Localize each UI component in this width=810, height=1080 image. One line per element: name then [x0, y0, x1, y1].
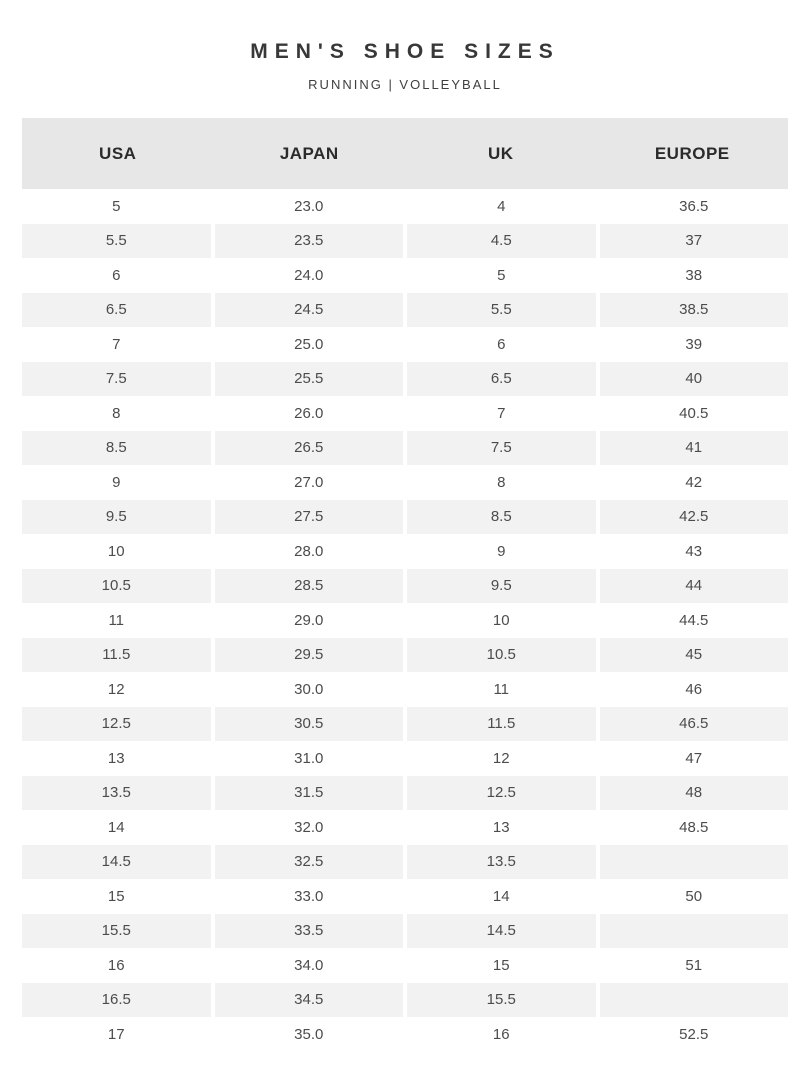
size-cell: 35.0 [215, 1017, 404, 1052]
size-cell: 24.5 [215, 293, 404, 328]
table-row [22, 431, 788, 466]
table-header [22, 118, 788, 189]
size-cell: 34.5 [215, 983, 404, 1018]
table-row [22, 500, 788, 535]
size-cell: 14 [22, 810, 211, 845]
table-row [22, 741, 788, 776]
table-row [22, 465, 788, 500]
size-cell: 6 [407, 327, 596, 362]
size-cell: 44.5 [600, 603, 789, 638]
size-cell: 13 [22, 741, 211, 776]
page-title: MEN'S SHOE SIZES [250, 40, 560, 63]
size-cell: 28.0 [215, 534, 404, 569]
size-cell: 17 [22, 1017, 211, 1052]
size-cell: 26.5 [215, 431, 404, 466]
size-cell: 38 [600, 258, 789, 293]
size-cell: 25.5 [215, 362, 404, 397]
table-row [22, 810, 788, 845]
size-cell: 26.0 [215, 396, 404, 431]
table-row [22, 776, 788, 811]
size-cell: 8 [407, 465, 596, 500]
size-cell [600, 914, 789, 949]
table-row [22, 983, 788, 1018]
size-cell: 50 [600, 879, 789, 914]
size-cell: 9.5 [22, 500, 211, 535]
size-cell: 48 [600, 776, 789, 811]
size-cell: 5.5 [407, 293, 596, 328]
size-cell: 4 [407, 189, 596, 224]
size-cell: 39 [600, 327, 789, 362]
size-cell: 38.5 [600, 293, 789, 328]
size-cell: 5.5 [22, 224, 211, 259]
table-body [22, 189, 788, 1052]
size-cell [600, 845, 789, 880]
size-cell: 42.5 [600, 500, 789, 535]
size-cell: 51 [600, 948, 789, 983]
size-cell: 23.5 [215, 224, 404, 259]
size-cell: 10 [407, 603, 596, 638]
table-row [22, 327, 788, 362]
size-cell: 7 [22, 327, 211, 362]
size-cell: 12.5 [407, 776, 596, 811]
size-cell: 13 [407, 810, 596, 845]
size-cell: 12 [22, 672, 211, 707]
size-cell: 6 [22, 258, 211, 293]
size-cell: 11.5 [407, 707, 596, 742]
size-cell: 11 [407, 672, 596, 707]
table-row [22, 224, 788, 259]
size-cell: 27.5 [215, 500, 404, 535]
size-cell: 10.5 [407, 638, 596, 673]
size-cell: 9.5 [407, 569, 596, 604]
size-cell: 36.5 [600, 189, 789, 224]
size-cell: 9 [407, 534, 596, 569]
size-cell: 15.5 [22, 914, 211, 949]
size-cell: 11.5 [22, 638, 211, 673]
column-header-europe: EUROPE [654, 143, 730, 163]
size-cell: 45 [600, 638, 789, 673]
page-subtitle: RUNNING | VOLLEYBALL [308, 77, 502, 92]
size-cell: 13.5 [407, 845, 596, 880]
size-cell: 23.0 [215, 189, 404, 224]
size-cell: 47 [600, 741, 789, 776]
size-cell: 8.5 [407, 500, 596, 535]
size-cell: 29.5 [215, 638, 404, 673]
size-cell: 32.5 [215, 845, 404, 880]
size-cell: 42 [600, 465, 789, 500]
table-row [22, 672, 788, 707]
table-row [22, 914, 788, 949]
size-cell: 41 [600, 431, 789, 466]
table-row [22, 879, 788, 914]
table-row [22, 258, 788, 293]
column-header-usa: USA [99, 143, 137, 163]
size-cell: 33.0 [215, 879, 404, 914]
size-cell: 5 [407, 258, 596, 293]
table-row [22, 845, 788, 880]
size-cell: 16 [22, 948, 211, 983]
size-cell: 31.0 [215, 741, 404, 776]
size-cell: 5 [22, 189, 211, 224]
size-cell: 37 [600, 224, 789, 259]
size-cell [600, 983, 789, 1018]
size-cell: 31.5 [215, 776, 404, 811]
size-cell: 14 [407, 879, 596, 914]
size-cell: 15.5 [407, 983, 596, 1018]
size-cell: 29.0 [215, 603, 404, 638]
size-cell: 7 [407, 396, 596, 431]
table-row [22, 293, 788, 328]
size-cell: 16 [407, 1017, 596, 1052]
size-cell: 32.0 [215, 810, 404, 845]
size-cell: 52.5 [600, 1017, 789, 1052]
table-row [22, 603, 788, 638]
size-cell: 16.5 [22, 983, 211, 1018]
size-cell: 6.5 [407, 362, 596, 397]
size-cell: 30.0 [215, 672, 404, 707]
table-row [22, 1017, 788, 1052]
size-cell: 48.5 [600, 810, 789, 845]
size-cell: 46 [600, 672, 789, 707]
size-cell: 10 [22, 534, 211, 569]
table-row [22, 707, 788, 742]
size-cell: 44 [600, 569, 789, 604]
column-header-japan: JAPAN [279, 143, 339, 163]
size-cell: 40.5 [600, 396, 789, 431]
size-cell: 27.0 [215, 465, 404, 500]
size-cell: 28.5 [215, 569, 404, 604]
size-cell: 10.5 [22, 569, 211, 604]
size-cell: 12 [407, 741, 596, 776]
table-row [22, 569, 788, 604]
size-cell: 25.0 [215, 327, 404, 362]
size-cell: 40 [600, 362, 789, 397]
size-cell: 7.5 [22, 362, 211, 397]
table-row [22, 362, 788, 397]
size-cell: 34.0 [215, 948, 404, 983]
table-row [22, 396, 788, 431]
size-cell: 13.5 [22, 776, 211, 811]
size-cell: 24.0 [215, 258, 404, 293]
size-cell: 33.5 [215, 914, 404, 949]
size-cell: 15 [22, 879, 211, 914]
size-cell: 8 [22, 396, 211, 431]
size-cell: 9 [22, 465, 211, 500]
size-cell: 8.5 [22, 431, 211, 466]
size-cell: 6.5 [22, 293, 211, 328]
size-cell: 11 [22, 603, 211, 638]
size-cell: 14.5 [22, 845, 211, 880]
table-row [22, 534, 788, 569]
size-cell: 14.5 [407, 914, 596, 949]
table-row [22, 638, 788, 673]
table-row [22, 189, 788, 224]
size-cell: 12.5 [22, 707, 211, 742]
column-header-uk: UK [487, 143, 514, 163]
size-cell: 15 [407, 948, 596, 983]
size-conversion-table [22, 118, 788, 1052]
size-cell: 46.5 [600, 707, 789, 742]
size-cell: 30.5 [215, 707, 404, 742]
size-cell: 43 [600, 534, 789, 569]
table-row [22, 948, 788, 983]
size-cell: 4.5 [407, 224, 596, 259]
size-cell: 7.5 [407, 431, 596, 466]
